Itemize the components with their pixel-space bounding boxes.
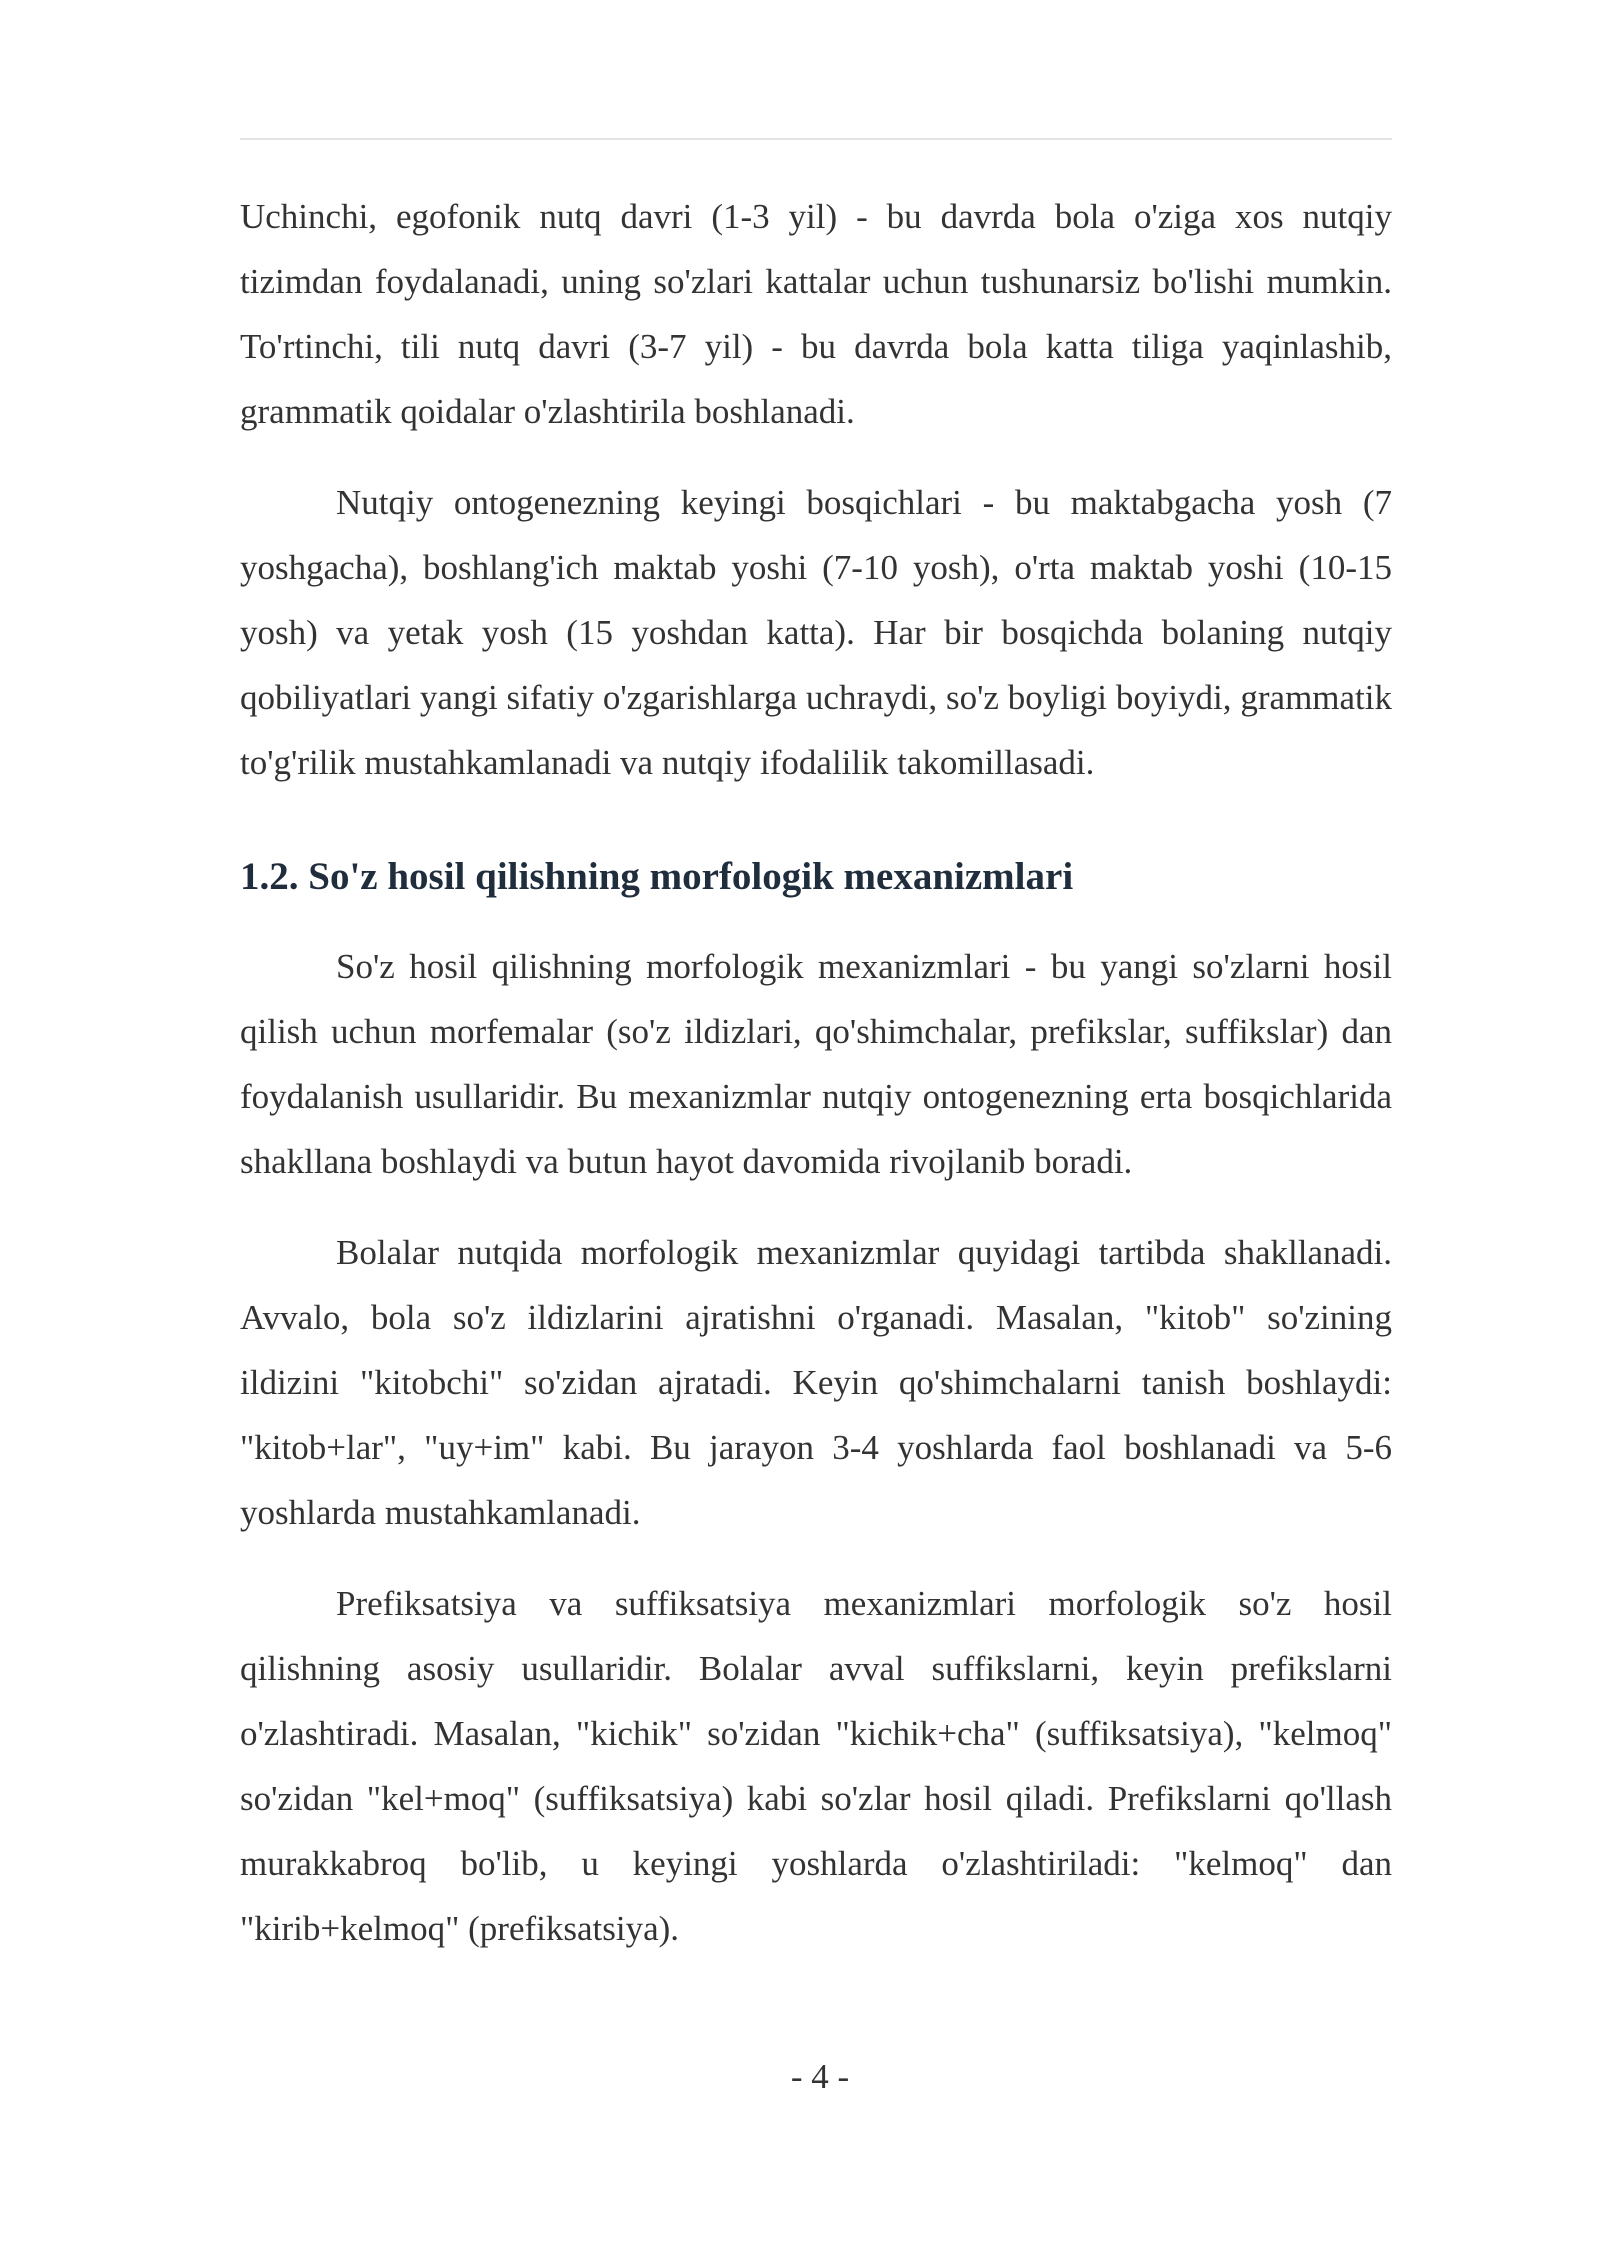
section-heading: 1.2. So'z hosil qilishning morfologik mexanizmlari [240,855,1074,898]
page-number: - 4 - [790,2057,850,2096]
paragraph-morphological-mechanisms: So'z hosil qilishning morfologik mexanizmlari - bu yangi so'zlarni hosil qilish uchun morfemalar (so'z ildizlari, qo'shimchalar, prefikslar, suffikslar) dan foydalanish usullaridir. Bu mexanizmlar nutqiy ontogenezning erta bosqichlarida shakllana boshlaydi va butun hayot davomida rivojlanib boradi. [240,947,1392,1181]
paragraph-egofonik-period: Uchinchi, egofonik nutq davri (1-3 yil) - bu davrda bola o'ziga xos nutqiy tizimdan foydalanadi, uning so'zlari kattalar uchun tushunarsiz bo'lishi mumkin. To'rtinchi, tili nutq davri (3-7 yil) - bu davrda bola katta tiliga yaqinlashib, grammatik qoidalar o'zlashtirila boshlanadi. [240,197,1392,431]
paragraph-prefix-suffix: Prefiksatsiya va suffiksatsiya mexanizmlari morfologik so'z hosil qilishning asosiy usullaridir. Bolalar avval suffikslarni, keyin prefikslarni o'zlashtiradi. Masalan, "kichik" so'zidan "kichik+cha" (suffiksatsiya), "kelmoq" so'zidan "kel+moq" (suffiksatsiya) kabi so'zlar hosil qiladi. Prefikslarni qo'llash murakkabroq bo'lib, u keyingi yoshlarda o'zlashtiriladi: "kelmoq" dan "kirib+kelmoq" (prefiksatsiya). [240,1584,1392,1948]
paragraph-children-morphology: Bolalar nutqida morfologik mexanizmlar quyidagi tartibda shakllanadi. Avvalo, bola so'z ildizlarini ajratishni o'rganadi. Masalan, "kitob" so'zining ildizini "kitobchi" so'zidan ajratadi. Keyin qo'shimchalarni tanish boshlaydi: "kitob+lar", "uy+im" kabi. Bu jarayon 3-4 yoshlarda faol boshlanadi va 5-6 yoshlarda mustahkamlanadi. [240,1233,1392,1532]
paragraph-ontogenesis-stages: Nutqiy ontogenezning keyingi bosqichlari - bu maktabgacha yosh (7 yoshgacha), boshlang'ich maktab yoshi (7-10 yosh), o'rta maktab yoshi (10-15 yosh) va yetak yosh (15 yoshdan katta). Har bir bosqichda bolaning nutqiy qobiliyatlari yangi sifatiy o'zgarishlarga uchraydi, so'z boyligi boyiydi, grammatik to'g'rilik mustahkamlanadi va nutqiy ifodalilik takomillasadi. [240,483,1392,782]
document-page [240,138,1392,1961]
header-rule [240,138,1392,140]
